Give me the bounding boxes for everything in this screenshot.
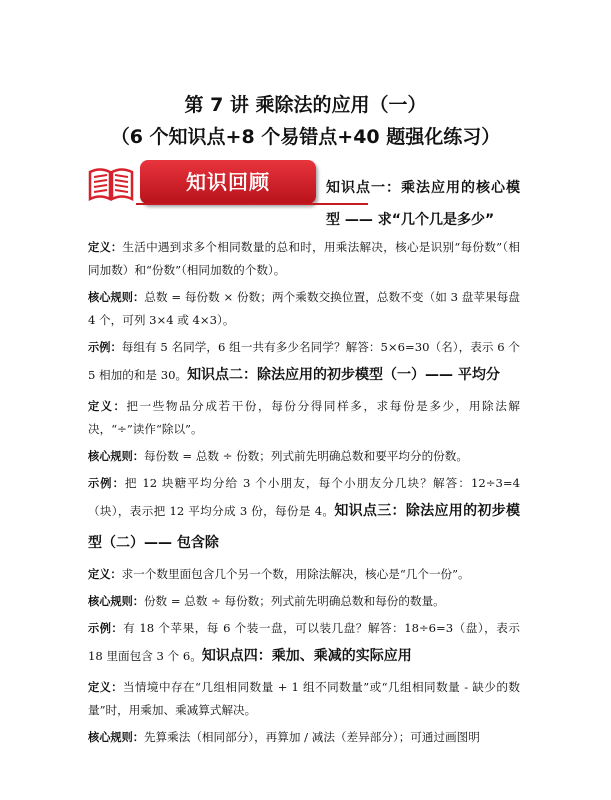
kp3-rule-label: 核心规则： — [88, 595, 144, 608]
kp1-def-text: 生活中遇到求多个相同数量的总和时，用乘法解决，核心是识别“每份数”（相同加数）和“份数”（相同加数的个数）。 — [88, 240, 520, 277]
lesson-title: 第 7 讲 乘除法的应用（一） — [184, 94, 427, 116]
kp1-heading: 知识点一：乘法应用的核心模型 —— 求“几个几是多少” — [326, 180, 520, 228]
kp1-definition — [88, 236, 520, 282]
kp4-rule-text: 先算乘法（相同部分），再算加 / 减法（差异部分）；可通过画图明 — [143, 730, 480, 744]
kp2-rule-label: 核心规则： — [88, 450, 144, 463]
lesson-subtitle: （6 个知识点+8 个易错点+40 题强化练习） — [110, 126, 501, 148]
kp1-rule — [88, 286, 520, 332]
kp2-ex-label: 示例： — [88, 477, 125, 490]
kp3-def-label: 定义： — [88, 568, 122, 581]
kp1-rule-label: 核心规则： — [88, 291, 145, 304]
kp4-rule-label: 核心规则： — [88, 731, 144, 744]
banner-label: 知识回顾 — [186, 170, 270, 194]
kp1-ex-text: 每组有 5 名同学，6 组一共有多少名同学？解答：5×6=30（名），表示 6 个 5 相加的和是 30。 — [88, 340, 520, 382]
kp4-def-text: 当情境中存在“几组相同数量 + 1 组不同数量”或“几组相同数量 - 缺少的数量”时，用乘加、乘减算式解决。 — [88, 680, 520, 717]
kp4-heading: 知识点四：乘加、乘减的实际应用 — [201, 648, 412, 664]
kp3-definition — [88, 563, 520, 586]
kp2-example — [88, 472, 520, 559]
kp3-heading: 知识点三：除法应用的初步模型（二）—— 包含除 — [88, 503, 521, 551]
kp1-rule-text: 总数 = 每份数 × 份数；两个乘数交换位置，总数不变（如 3 盘苹果每盘 4 个，可列 3×4 或 4×3）。 — [88, 290, 520, 327]
knowledge-content — [88, 168, 520, 753]
kp1-def-label: 定义： — [88, 241, 123, 254]
kp2-rule-text: 每份数 = 总数 ÷ 份数；列式前先明确总数和要平均分的份数。 — [143, 449, 468, 463]
kp3-def-text: 求一个数里面包含几个另一个数，用除法解决，核心是“几个一份”。 — [121, 567, 470, 581]
kp2-ex-text: 把 12 块糖平均分给 3 个小朋友，每个小朋友分几块？解答：12÷3=4（块），表示把 12 平均分成 3 份，每份是 4。 — [88, 476, 520, 518]
kp4-rule — [88, 726, 520, 749]
kp2-def-label: 定义： — [88, 400, 127, 413]
kp3-rule-text: 份数 = 总数 ÷ 每份数；列式前先明确总数和每份的数量。 — [143, 594, 445, 608]
kp2-def-text: 把一些物品分成若干份，每份分得同样多，求每份是多少，用除法解决，“÷”读作“除以”。 — [88, 399, 520, 436]
banner-spacer — [88, 168, 326, 206]
kp4-definition — [88, 676, 520, 722]
kp1-ex-label: 示例： — [88, 341, 122, 354]
kp1-example — [88, 336, 520, 391]
kp3-example — [88, 617, 520, 672]
kp4-def-label: 定义： — [88, 681, 123, 694]
kp2-rule — [88, 445, 520, 468]
kp3-ex-label: 示例： — [88, 622, 124, 635]
kp2-definition — [88, 395, 520, 441]
kp3-rule — [88, 590, 520, 613]
kp3-ex-text: 有 18 个苹果，每 6 个装一盘，可以装几盘？解答：18÷6=3（盘），表示 18 里面包含 3 个 6。 — [88, 621, 520, 663]
kp2-heading: 知识点二：除法应用的初步模型（一）—— 平均分 — [187, 367, 500, 383]
